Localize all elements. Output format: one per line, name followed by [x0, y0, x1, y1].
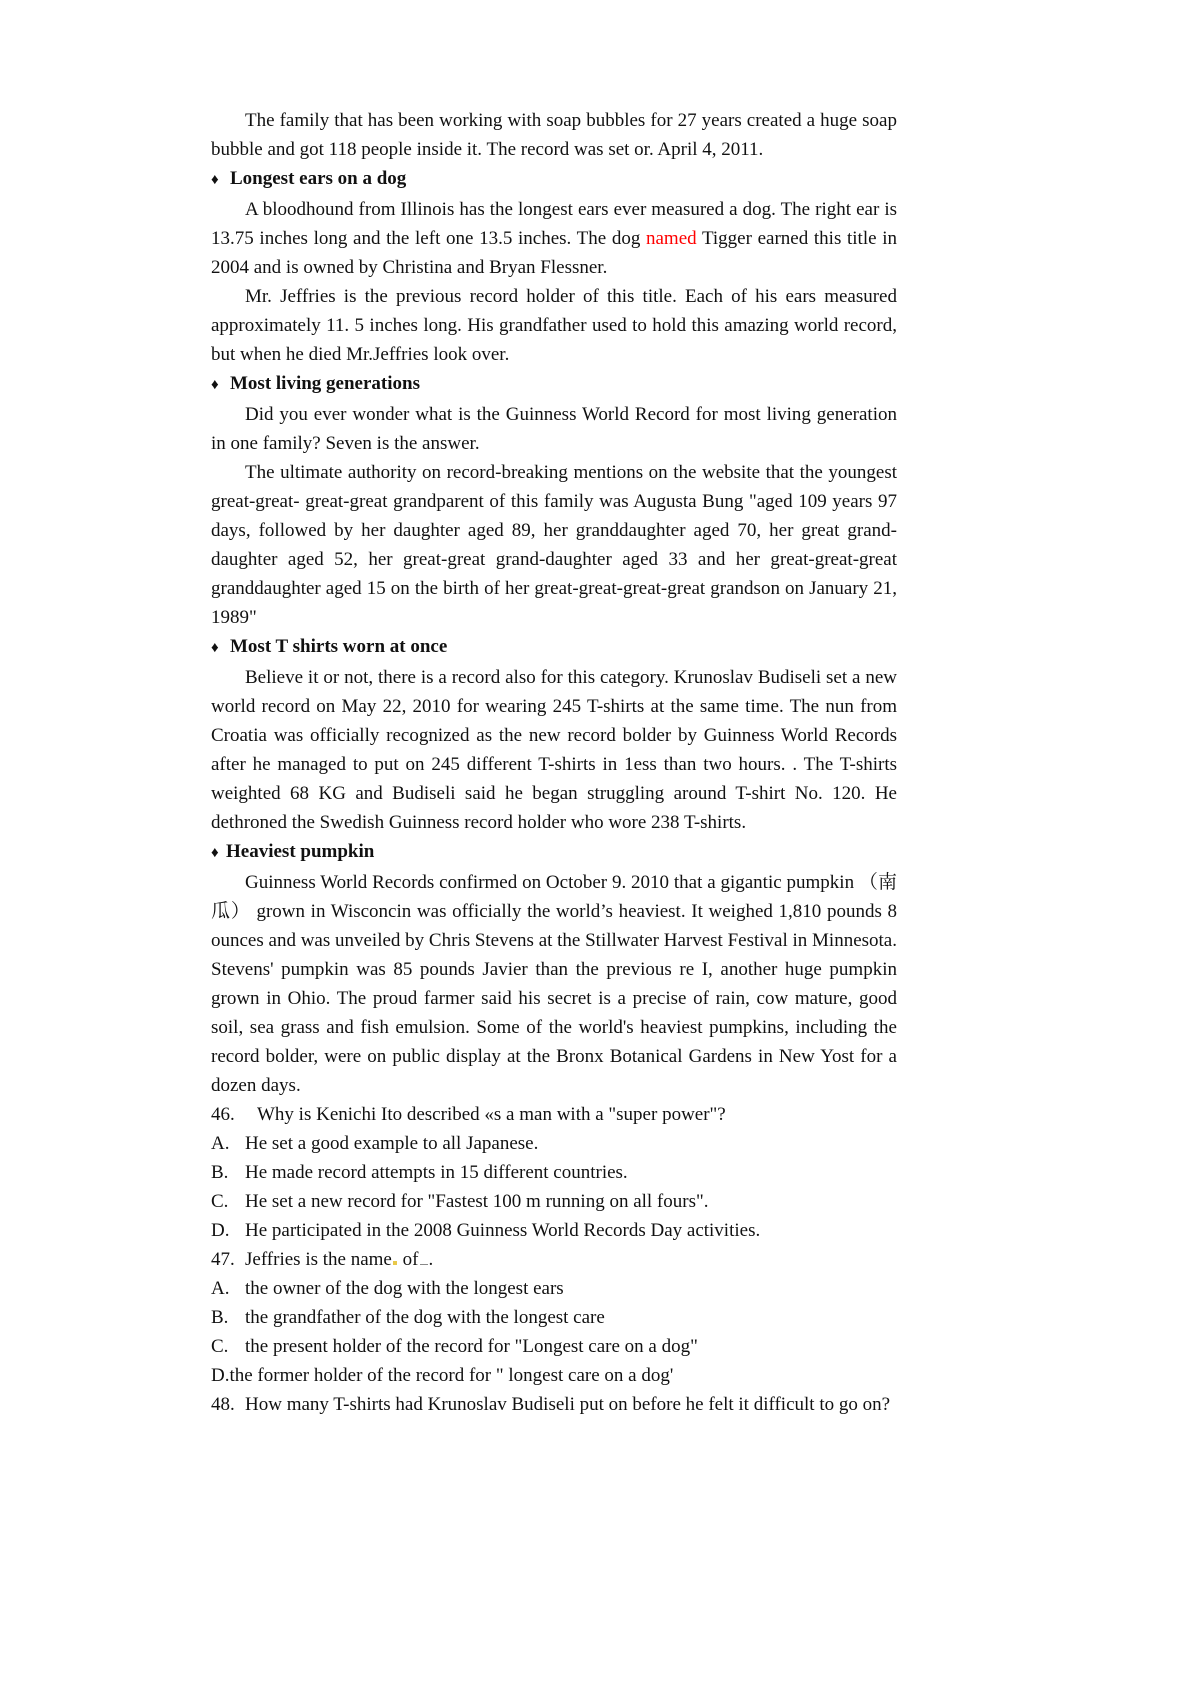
generations-paragraph-2: The ultimate authority on record-breaking mentions on the website that the youngest great-great- great-great grandparent of this family was Augusta Bung "aged 109 years 97 days, followed by her daughter aged 89, her granddaughter aged 70, her great grand-daughter aged 52, her great-great grand-daughter aged 33 and her great-great-great granddaughter aged 15 on the birth of her great-great-great-great grandson on January 21, 1989": [211, 462, 897, 628]
option-letter: A.: [211, 1133, 230, 1154]
option-letter: D.: [211, 1220, 230, 1241]
option-text: the grandfather of the dog with the longest care: [245, 1307, 605, 1328]
text-span: Jeffries is the name: [245, 1249, 392, 1270]
text-span: Tigger earned this title in 2004 and is owned by Christina and Bryan Flessner.: [211, 228, 897, 278]
document-page: [211, 106, 897, 1419]
option-text: He made record attempts in 15 different countries.: [245, 1162, 628, 1183]
tshirts-paragraph: Believe it or not, there is a record also for this category. Krunoslav Budiseli set a new world record on May 22, 2010 for wearing 245 T-shirts at the same time. The nun from Croatia was officially recognized as the new record bolder by Guinness World Records after he managed to put on 245 different T-shirts in 1ess than two hours. . The T-shirts weighted 68 KG and Budiseli said he began struggling around T-shirt No. 120. He dethroned the Swedish Guinness record holder who wore 238 T-shirts.: [211, 667, 897, 833]
question-text: How many T-shirts had Krunoslav Budiseli put on before he felt it difficult to go on?: [245, 1394, 891, 1415]
q47-option-d: D.the former holder of the record for " longest care on a dog': [211, 1365, 674, 1386]
option-letter: C.: [211, 1336, 229, 1357]
diamond-bullet-icon: ♦: [211, 640, 219, 656]
heading-text: Longest ears on a dog: [230, 168, 407, 189]
heading-text: Most T shirts worn at once: [230, 636, 448, 657]
option-text: the owner of the dog with the longest ears: [245, 1278, 564, 1299]
diamond-bullet-icon: ♦: [211, 845, 219, 861]
heading-text: Heaviest pumpkin: [226, 841, 375, 862]
option-text: He participated in the 2008 Guinness World Records Day activities.: [245, 1220, 761, 1241]
option-text: the present holder of the record for "Longest care on a dog": [245, 1336, 698, 1357]
generations-paragraph-1: Did you ever wonder what is the Guinness World Record for most living generation in one family? Seven is the answer.: [211, 404, 897, 454]
option-letter: C.: [211, 1191, 229, 1212]
heading-text: Most living generations: [230, 373, 420, 394]
question-48: [211, 1390, 897, 1419]
question-number: 48.: [211, 1394, 235, 1415]
question-text: [245, 1245, 897, 1274]
option-letter: B.: [211, 1162, 229, 1183]
ears-paragraph-2: Mr. Jeffries is the previous record holder of this title. Each of his ears measured approximately 11. 5 inches long. His grandfather used to hold this amazing world record, but when he died Mr.Jeffries look over.: [211, 286, 897, 365]
text-span: of: [397, 1249, 419, 1270]
heading-pumpkin: [211, 837, 897, 868]
option-text: He set a new record for "Fastest 100 m running on all fours".: [245, 1191, 709, 1212]
q46-option-a: [211, 1129, 897, 1158]
question-text: Why is Kenichi Ito described «s a man with a "super power"?: [257, 1104, 726, 1125]
q47-option-b: [211, 1303, 897, 1332]
question-number: 47.: [211, 1249, 235, 1270]
option-letter: A.: [211, 1278, 230, 1299]
text-span: A bloodhound from Illinois has the longest ears ever measured a dog. The right ear is 13.75 inches long and the left one 13.5 inches. The dog: [211, 199, 897, 249]
soap-bubble-paragraph: The family that has been working with soap bubbles for 27 years created a huge soap bubble and got 118 people inside it. The record was set or. April 4, 2011.: [211, 110, 897, 160]
q46-option-b: [211, 1158, 897, 1187]
highlighted-word: named: [645, 228, 697, 249]
heading-living-generations: [211, 369, 897, 400]
question-47: [211, 1245, 897, 1274]
q47-option-c: [211, 1332, 897, 1361]
heading-longest-ears: [211, 164, 897, 195]
diamond-bullet-icon: ♦: [211, 377, 219, 393]
question-number: 46.: [211, 1104, 235, 1125]
option-letter: B.: [211, 1307, 229, 1328]
q47-option-a: [211, 1274, 897, 1303]
ears-paragraph-1: [211, 195, 897, 282]
question-46: [211, 1100, 897, 1129]
q46-option-d: [211, 1216, 897, 1245]
heading-tshirts: [211, 632, 897, 663]
pumpkin-paragraph: Guinness World Records confirmed on October 9. 2010 that a gigantic pumpkin （南瓜） grown in Wisconcin was officially the world’s heaviest. It weighed 1,810 pounds 8 ounces and was unveiled by Chris Stevens at the Stillwater Harvest Festival in Minnesota. Stevens' pumpkin was 85 pounds Javier than the previous re I, another huge pumpkin grown in Ohio. The proud farmer said his secret is a precise of rain, cow mature, good soil, sea grass and fish emulsion. Some of the world's heaviest pumpkins, including the record bolder, were on public display at the Bronx Botanical Gardens in New Yost for a dozen days.: [211, 872, 897, 1096]
q46-option-c: [211, 1187, 897, 1216]
text-span: .: [428, 1249, 434, 1270]
diamond-bullet-icon: ♦: [211, 172, 219, 188]
highlight-marker-icon: [393, 1261, 397, 1265]
option-text: He set a good example to all Japanese.: [245, 1133, 539, 1154]
